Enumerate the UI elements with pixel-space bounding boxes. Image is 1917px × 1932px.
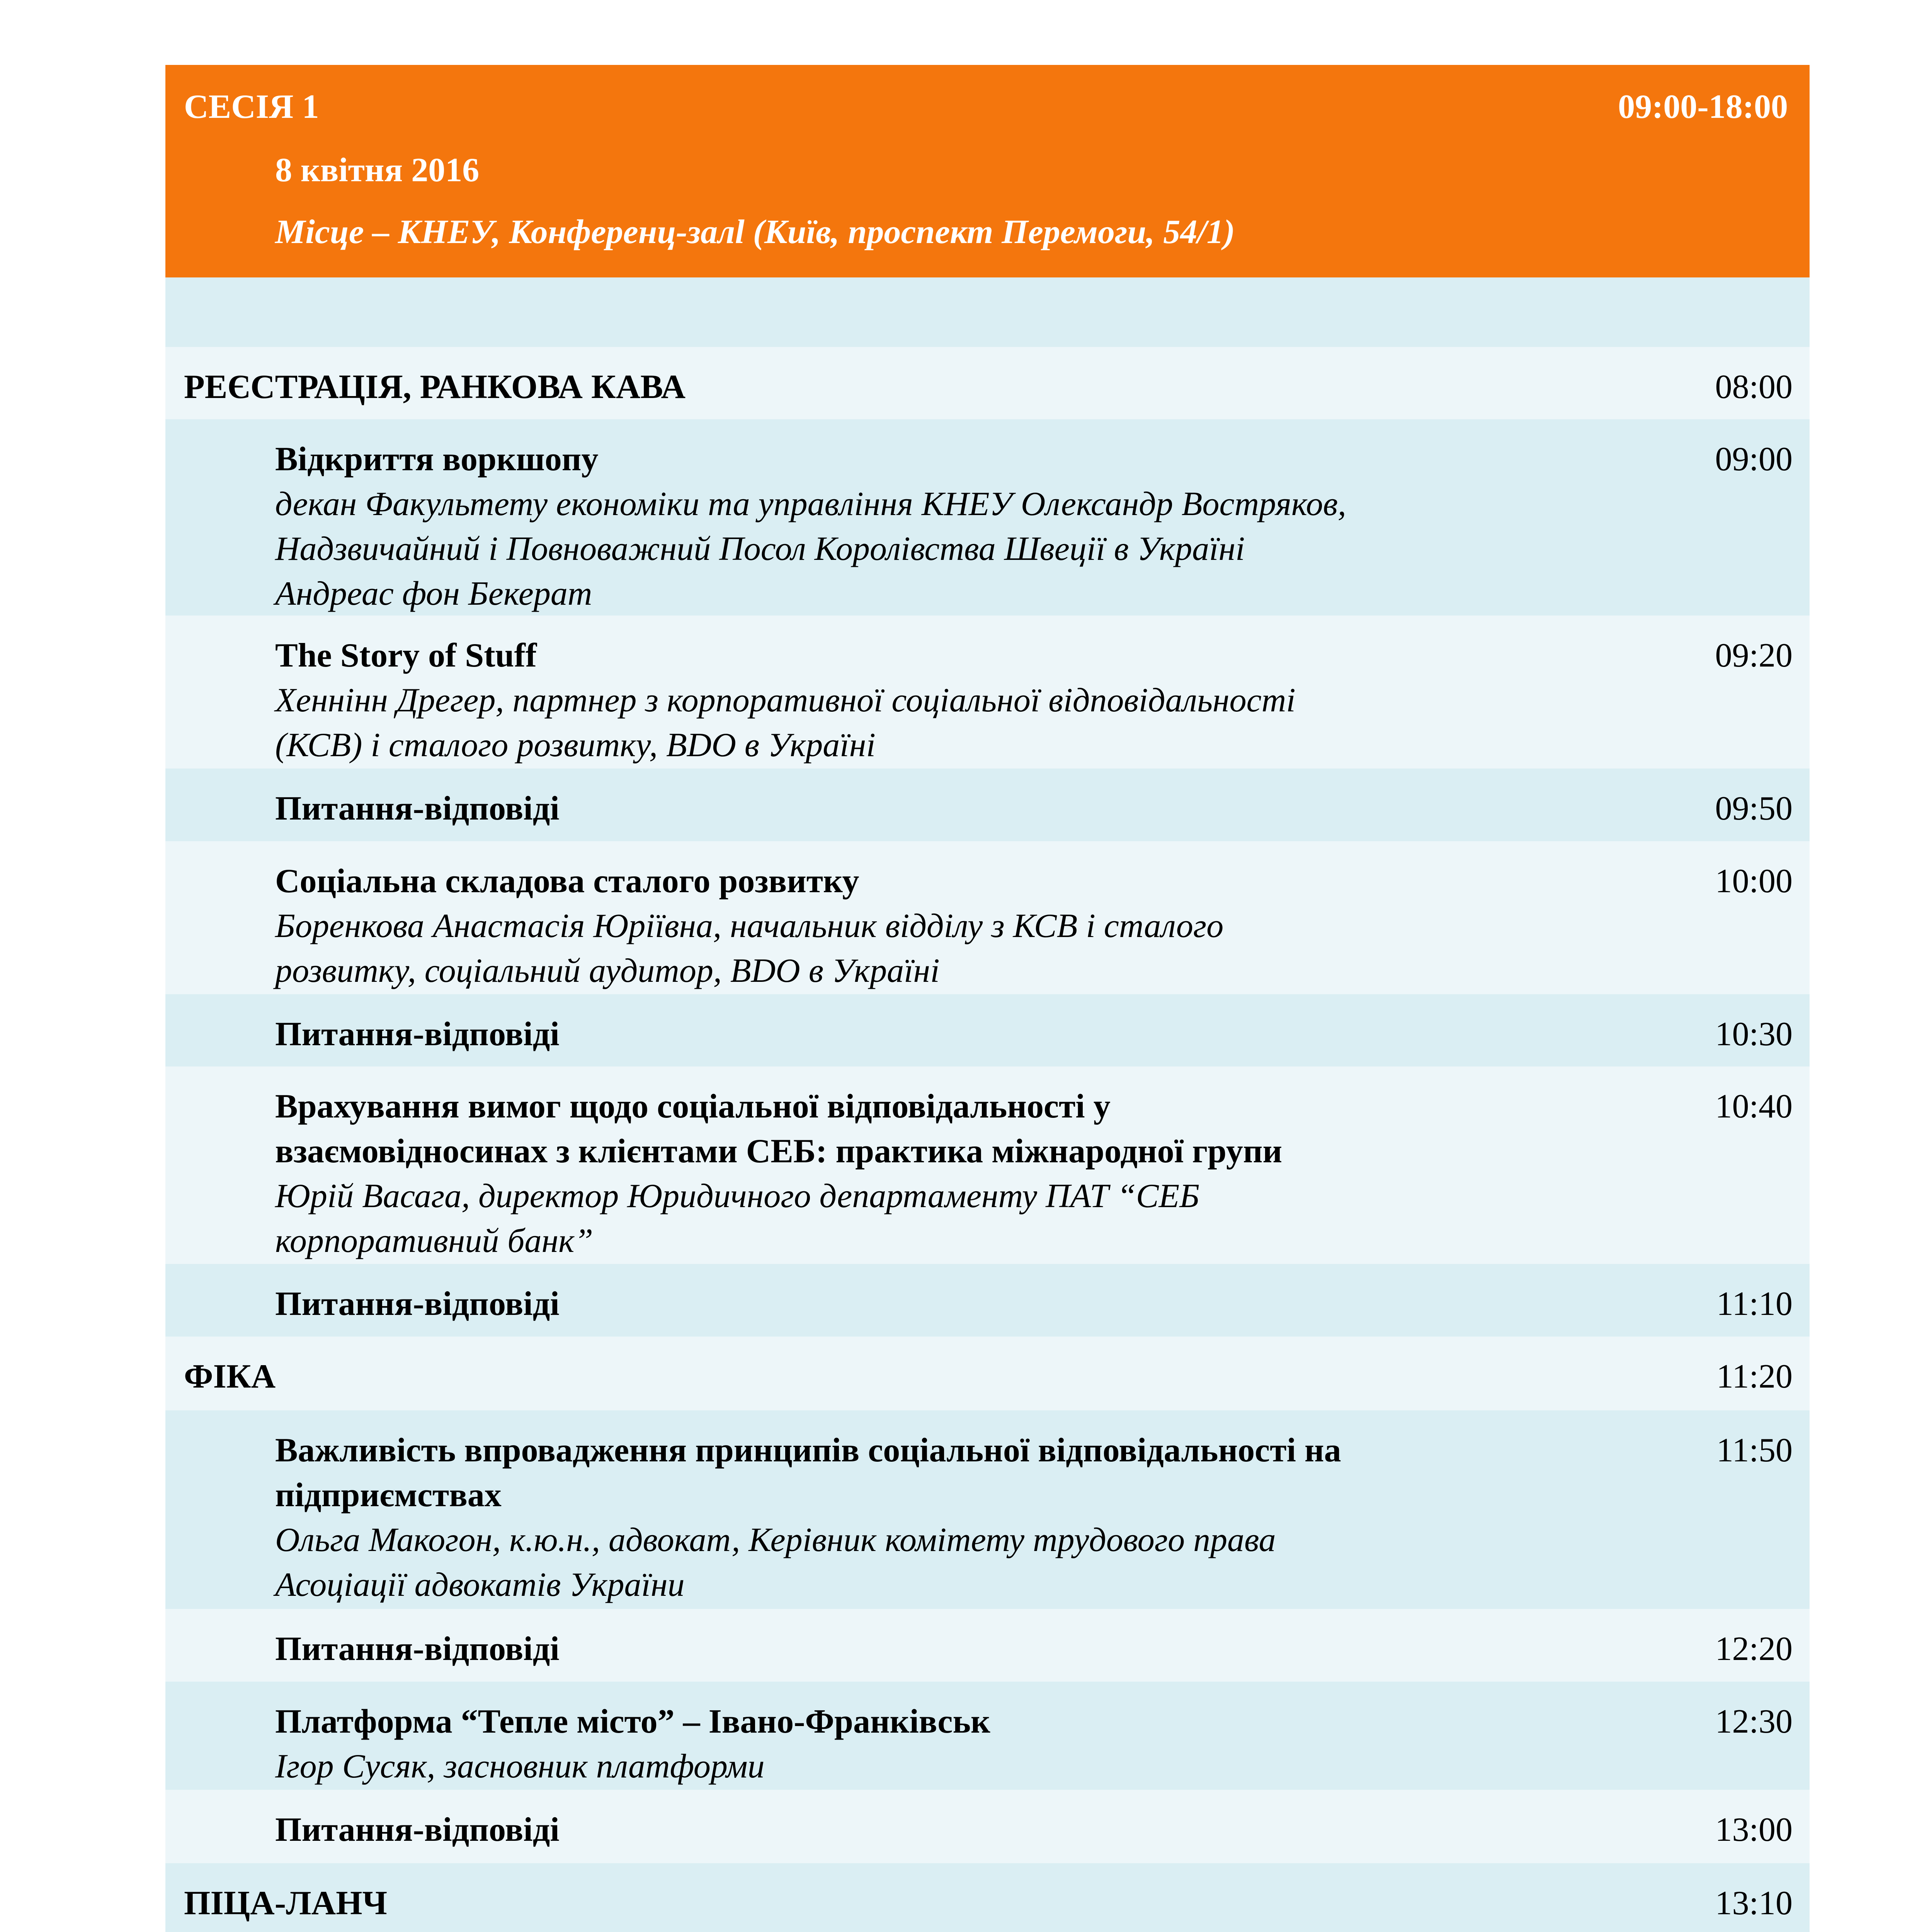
agenda-item-content (275, 1282, 1535, 1327)
agenda-item-desc: (КСВ) і сталого розвитку, BDO в Україні (275, 726, 876, 764)
agenda-item-time: 11:50 (1716, 1432, 1793, 1469)
agenda-item-content (184, 1354, 1575, 1399)
agenda-row (165, 347, 1810, 419)
agenda-row (165, 769, 1810, 841)
agenda-item-title: Платформа “Тепле місто” – Івано-Франківськ (275, 1703, 990, 1740)
agenda-item-time: 10:30 (1715, 1015, 1793, 1053)
agenda-row (165, 1264, 1810, 1337)
agenda-item-content (275, 1084, 1535, 1264)
agenda-item-title: Відкриття воркшопу (275, 440, 599, 478)
agenda-row (165, 1609, 1810, 1682)
agenda-item-desc: розвитку, соціальний аудитор, BDO в Україні (275, 952, 940, 990)
agenda-row (165, 1863, 1810, 1932)
agenda-item-time: 09:00 (1715, 440, 1793, 478)
session-header (165, 65, 1810, 277)
agenda-row (165, 1410, 1810, 1609)
agenda-item-title: Соціальна складова сталого розвитку (275, 862, 859, 900)
agenda-item-title: Питання-відповіді (275, 790, 560, 827)
agenda-item-title: The Story of Stuff (275, 637, 537, 674)
agenda-row (165, 616, 1810, 769)
agenda-item-desc: Юрій Васага, директор Юридичного департаменту ПАТ “СЕБ (275, 1177, 1200, 1215)
agenda-item-time: 11:10 (1716, 1285, 1793, 1323)
agenda-item-time: 13:00 (1715, 1811, 1793, 1849)
agenda-item-content (275, 1699, 1535, 1789)
session-date: 8 квітня 2016 (275, 151, 480, 189)
agenda-item-content (275, 437, 1535, 616)
agenda-item-title: Питання-відповіді (275, 1015, 560, 1053)
agenda-item-content (275, 786, 1535, 831)
agenda-item-time: 13:10 (1715, 1884, 1793, 1922)
agenda-item-title: Питання-відповіді (275, 1811, 560, 1849)
agenda-item-content (275, 859, 1535, 993)
agenda-item-desc: Хеннінн Дрегер, партнер з корпоративної соціальної відповідальності (275, 682, 1296, 719)
agenda-item-time: 10:40 (1715, 1088, 1793, 1125)
agenda-item-content (275, 1012, 1535, 1057)
spacer-row (165, 277, 1810, 347)
agenda-item-desc: Ольга Макогон, к.ю.н., адвокат, Керівник комітету трудового права (275, 1521, 1276, 1559)
agenda-item-desc: Андреас фон Бекерат (275, 575, 592, 612)
agenda-item-time: 12:30 (1715, 1703, 1793, 1740)
agenda-item-title: Врахування вимог щодо соціальної відповідальності у (275, 1088, 1111, 1125)
agenda-item-time: 09:20 (1715, 637, 1793, 674)
agenda-table (165, 65, 1810, 1932)
agenda-item-title: взаємовідносинах з клієнтами СЕБ: практика міжнародної групи (275, 1133, 1283, 1170)
agenda-item-desc: декан Факультету економіки та управління КНЕУ Олександр Востряков, (275, 485, 1346, 523)
agenda-item-title: Питання-відповіді (275, 1630, 560, 1668)
agenda-item-title: ПІЦА-ЛАНЧ (184, 1884, 388, 1922)
agenda-item-desc: Боренкова Анастасія Юріївна, начальник відділу з КСВ і сталого (275, 907, 1224, 945)
agenda-item-time: 12:20 (1715, 1630, 1793, 1668)
agenda-item-content (275, 1428, 1535, 1607)
agenda-item-title: Важливість впровадження принципів соціальної відповідальності на (275, 1432, 1341, 1469)
agenda-item-content (184, 1881, 1575, 1926)
agenda-item-content (184, 365, 1575, 410)
agenda-item-content (275, 633, 1535, 768)
agenda-item-content (275, 1627, 1535, 1672)
agenda-item-content (275, 1808, 1535, 1852)
agenda-row (165, 841, 1810, 994)
session-time: 09:00-18:00 (1618, 88, 1788, 126)
agenda-item-time: 11:20 (1716, 1358, 1793, 1395)
agenda-item-time: 10:00 (1715, 862, 1793, 900)
agenda-item-desc: Ігор Сусяк, засновник платформи (275, 1748, 765, 1785)
agenda-item-time: 09:50 (1715, 790, 1793, 827)
agenda-row (165, 1337, 1810, 1410)
agenda-item-desc: Надзвичайний і Повноважний Посол Королівства Швеції в Україні (275, 530, 1245, 568)
agenda-item-desc: Асоціації адвокатів України (275, 1566, 685, 1604)
agenda-row (165, 1790, 1810, 1863)
session-label: СЕСІЯ 1 (184, 88, 319, 126)
session-place: Місце – КНЕУ, Конференц-залl (Київ, проспект Перемоги, 54/1) (275, 213, 1235, 251)
agenda-row (165, 419, 1810, 616)
agenda-item-time: 08:00 (1715, 368, 1793, 406)
agenda-item-title: підприємствах (275, 1476, 502, 1514)
agenda-row (165, 1682, 1810, 1790)
agenda-item-title: Питання-відповіді (275, 1285, 560, 1323)
agenda-item-title: РЕЄСТРАЦІЯ, РАНКОВА КАВА (184, 368, 685, 406)
agenda-item-desc: корпоративний банк” (275, 1222, 594, 1260)
agenda-row (165, 994, 1810, 1066)
agenda-row (165, 1066, 1810, 1264)
agenda-item-title: ФІКА (184, 1358, 276, 1395)
